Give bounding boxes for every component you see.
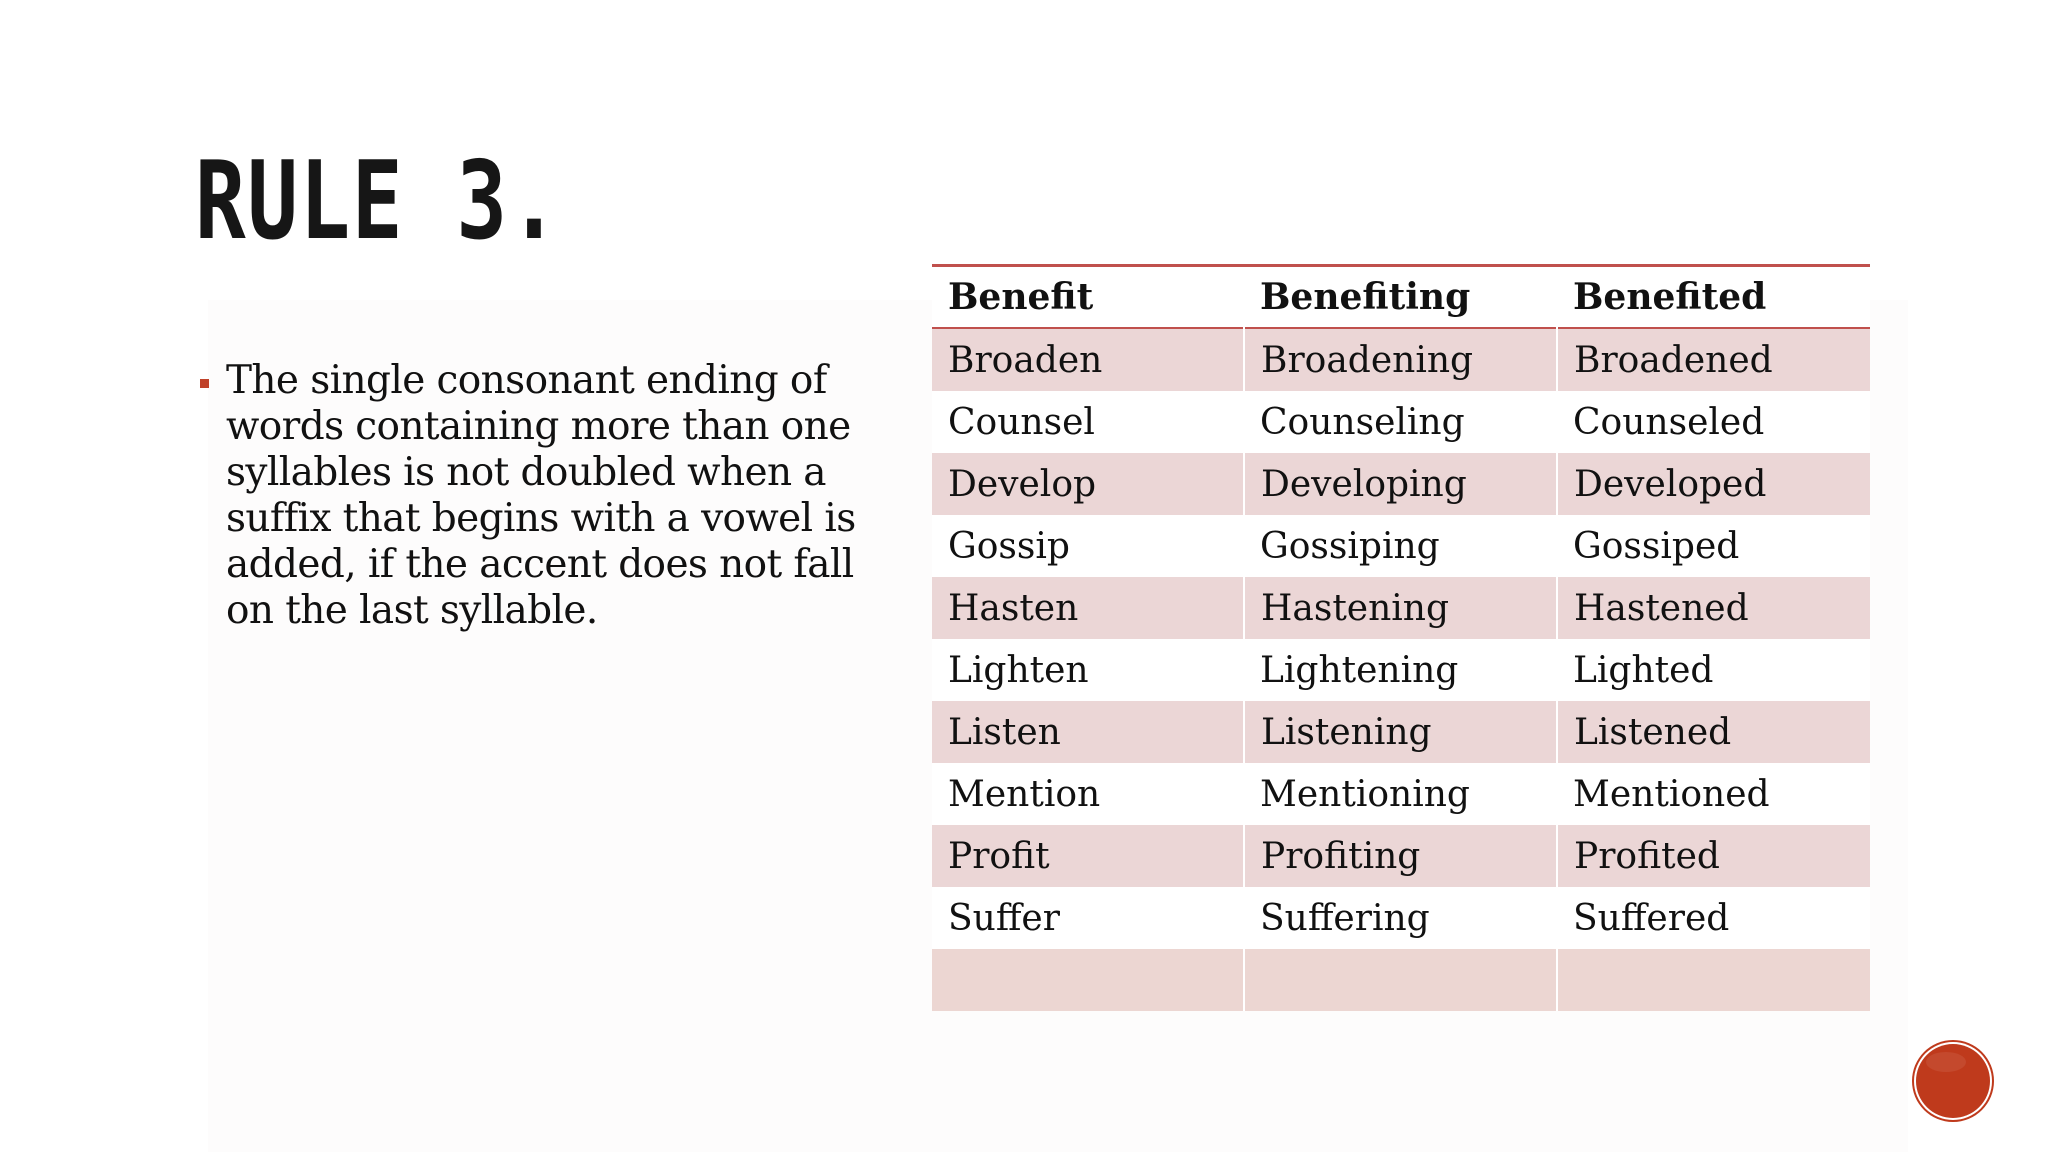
table-cell: Hastening (1244, 577, 1557, 639)
table-cell: Listening (1244, 701, 1557, 763)
table-cell: Profited (1557, 825, 1870, 887)
table-cell: Hastened (1557, 577, 1870, 639)
table-cell: Profiting (1244, 825, 1557, 887)
table-cell: Counsel (932, 391, 1244, 453)
table-row-empty (932, 949, 1870, 1011)
table-cell: Developing (1244, 453, 1557, 515)
table-row (932, 577, 1870, 639)
table-header-row (932, 266, 1870, 329)
table-cell: Suffering (1244, 887, 1557, 949)
table-cell: Counseled (1557, 391, 1870, 453)
slide-title: RULE 3. (195, 139, 561, 264)
table-row (932, 515, 1870, 577)
table-cell-empty (1244, 949, 1557, 1011)
button-highlight (1926, 1052, 1966, 1072)
table-row (932, 825, 1870, 887)
header-cell: Benefiting (1244, 266, 1557, 329)
bullet-square-icon (200, 379, 209, 388)
table-cell: Listened (1557, 701, 1870, 763)
table-row (932, 701, 1870, 763)
word-table (932, 264, 1870, 1011)
table-cell: Developed (1557, 453, 1870, 515)
table-row (932, 328, 1870, 391)
table-cell-empty (932, 949, 1244, 1011)
bullet-item (195, 358, 895, 634)
table-cell: Broadened (1557, 328, 1870, 391)
table-row (932, 763, 1870, 825)
bullet-text: The single consonant ending of words containing more than one syllables is not doubled when a suffix that begins with a vowel is added, if the accent does not fall on the last syllable. (226, 358, 856, 633)
table-cell: Mention (932, 763, 1244, 825)
header-cell: Benefited (1557, 266, 1870, 329)
header-cell: Benefit (932, 266, 1244, 329)
table-cell: Lightening (1244, 639, 1557, 701)
table-row (932, 453, 1870, 515)
table-cell: Listen (932, 701, 1244, 763)
table-cell-empty (1557, 949, 1870, 1011)
table-cell: Develop (932, 453, 1244, 515)
table-cell: Gossiped (1557, 515, 1870, 577)
bullet-list (195, 358, 895, 634)
table-row (932, 391, 1870, 453)
table-cell: Lighted (1557, 639, 1870, 701)
table-cell: Mentioned (1557, 763, 1870, 825)
table-cell: Suffered (1557, 887, 1870, 949)
table-cell: Gossiping (1244, 515, 1557, 577)
circle-button-icon[interactable] (1916, 1044, 1990, 1118)
table-cell: Broaden (932, 328, 1244, 391)
table-cell: Hasten (932, 577, 1244, 639)
table-row (932, 887, 1870, 949)
table-cell: Suffer (932, 887, 1244, 949)
table-cell: Profit (932, 825, 1244, 887)
table-cell: Gossip (932, 515, 1244, 577)
table-cell: Broadening (1244, 328, 1557, 391)
table-row (932, 639, 1870, 701)
table-cell: Counseling (1244, 391, 1557, 453)
table-cell: Mentioning (1244, 763, 1557, 825)
table-cell: Lighten (932, 639, 1244, 701)
